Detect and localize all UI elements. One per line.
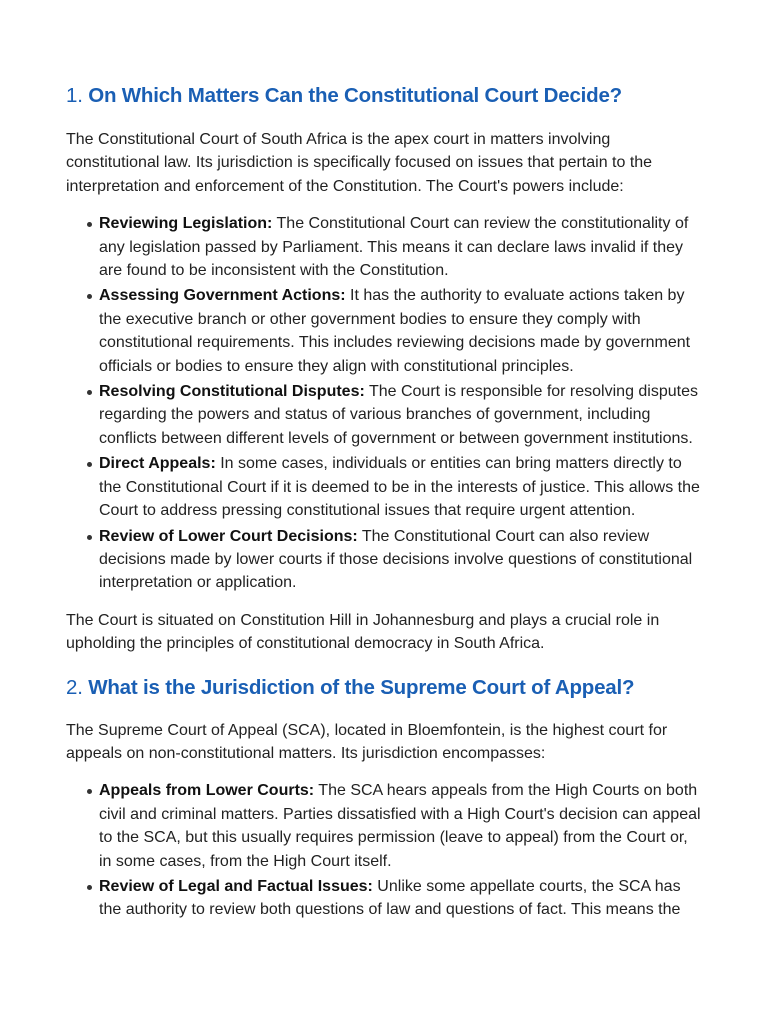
bullet-icon [87,789,92,794]
list-item-term: Direct Appeals: [99,455,216,473]
list-item-term: Assessing Government Actions: [99,287,346,305]
list-item-text: Unlike some appellate courts, the SCA has the authority to review both questions of law and questions of fact. This means the [99,877,681,919]
list-item-text: The Constitutional Court can review the constitutionality of any legislation passed by Parliament. This means it can declare laws invalid if they are found to be inconsistent with the Constitution. [99,215,689,280]
list-item-text: The Constitutional Court can also review decisions made by lower courts if those decisions involve questions of constitutional interpretation or application. [99,527,693,592]
section-2-intro: The Supreme Court of Appeal (SCA), located in Bloemfontein, is the highest court for appeals on non-constitutional matters. Its jurisdiction encompasses: [66,721,668,762]
section-2-title: What is the Jurisdiction of the Supreme Court of Appeal? [88,675,635,699]
section-2-list [66,779,702,921]
list-item-text: The SCA hears appeals from the High Courts on both civil and criminal matters. Parties dissatisfied with a High Court's decision can appeal to the SCA, but this usually requires permission (leave to appeal) from the Court or, in some cases, from the High Court itself. [99,782,701,870]
bullet-icon [87,294,92,299]
list-item-term: Appeals from Lower Courts: [99,782,315,800]
list-item [66,212,702,282]
list-item-text: In some cases, individuals or entities can bring matters directly to the Constitutional Court if it is deemed to be in the interests of justice. This allows the Court to address pressing constitutional issues that require urgent attention. [99,455,700,520]
section-1-intro: The Constitutional Court of South Africa is the apex court in matters involving constitutional law. Its jurisdiction is specifically focused on issues that pertain to the interpretation and enforcement of the Constitution. The Court's powers include: [66,131,653,195]
list-item [66,875,702,922]
section-2-heading [66,674,702,702]
list-item-term: Review of Legal and Factual Issues: [99,877,373,895]
section-1-list [66,212,702,595]
bullet-icon [87,885,92,890]
section-2-number: 2. [66,675,83,699]
list-item [66,779,702,873]
list-item [66,525,702,595]
section-1-outro: The Court is situated on Constitution Hill in Johannesburg and plays a crucial role in upholding the principles of constitutional democracy in South Africa. [66,611,660,653]
list-item-term: Reviewing Legislation: [99,215,273,233]
list-item [66,380,702,450]
list-item-term: Resolving Constitutional Disputes: [99,383,365,401]
bullet-icon [87,535,92,540]
section-1-heading [66,82,702,110]
bullet-icon [87,462,92,467]
section-1-number: 1. [66,84,83,107]
list-item [66,284,702,378]
list-item-text: The Court is responsible for resolving disputes regarding the powers and status of various branches of government, including conflicts between different levels of government or between government institutions. [99,383,698,447]
list-item [66,452,702,522]
list-item-term: Review of Lower Court Decisions: [99,527,358,545]
bullet-icon [87,390,92,395]
section-1-title: On Which Matters Can the Constitutional Court Decide? [88,84,623,107]
bullet-icon [87,222,92,227]
list-item-text: It has the authority to evaluate actions taken by the executive branch or other government bodies to ensure they comply with constitutional requirements. This includes reviewing decisions made by government officials or bodies to ensure they align with constitutional principles. [99,287,691,375]
